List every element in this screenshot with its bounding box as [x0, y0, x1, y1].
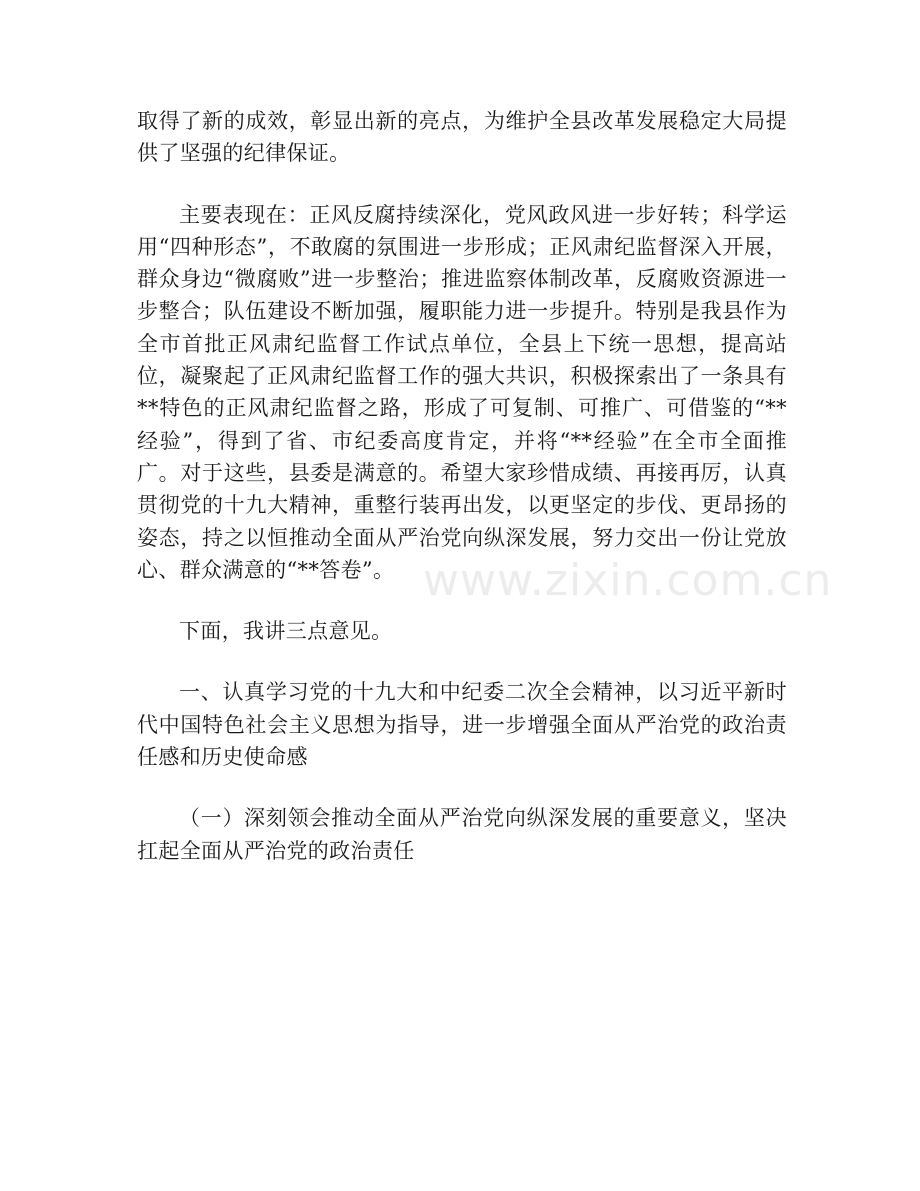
paragraph-main-performance: 主要表现在：正风反腐持续深化，党风政风进一步好转；科学运用“四种形态”，不敢腐的氛围进一步形成；正风肃纪监督深入开展，群众身边“微腐败”进一步整治；推进监察体制改革，反腐败资源进一步整合；队伍建设不断加强，履职能力进一步提升。特别是我县作为全市首批正风肃纪监督工作试点单位，全县上下统一思想，提高站位，凝聚起了正风肃纪监督工作的强大共识，积极探索出了一条具有**特色的正风肃纪监督之路，形成了可复制、可推广、可借鉴的“**经验”，得到了省、市纪委高度肯定，并将“**经验”在全市全面推广。对于这些，县委是满意的。希望大家珍惜成绩、再接再厉，认真贯彻党的十九大精神，重整行装再出发，以更坚定的步伐、更昂扬的姿态，持之以恒推动全面从严治党向纵深发展，努力交出一份让党放心、群众满意的“**答卷”。 — [137, 202, 787, 582]
paragraph-intro-continuation: 取得了新的成效，彰显出新的亮点，为维护全县改革发展稳定大局提供了坚强的纪律保证。 — [137, 109, 787, 166]
subsection-heading-one: （一）深刻领会推动全面从严治党向纵深发展的重要意义，坚决扛起全面从严治党的政治责任 — [137, 806, 787, 863]
section-heading-one: 一、认真学习党的十九大和中纪委二次全会精神，以习近平新时代中国特色社会主义思想为指导，进一步增强全面从严治党的政治责任感和历史使命感 — [137, 680, 787, 770]
watermark: www.zixin.com.cn — [423, 555, 833, 606]
document-page — [137, 105, 787, 867]
paragraph-three-opinions: 下面，我讲三点意见。 — [179, 619, 393, 644]
